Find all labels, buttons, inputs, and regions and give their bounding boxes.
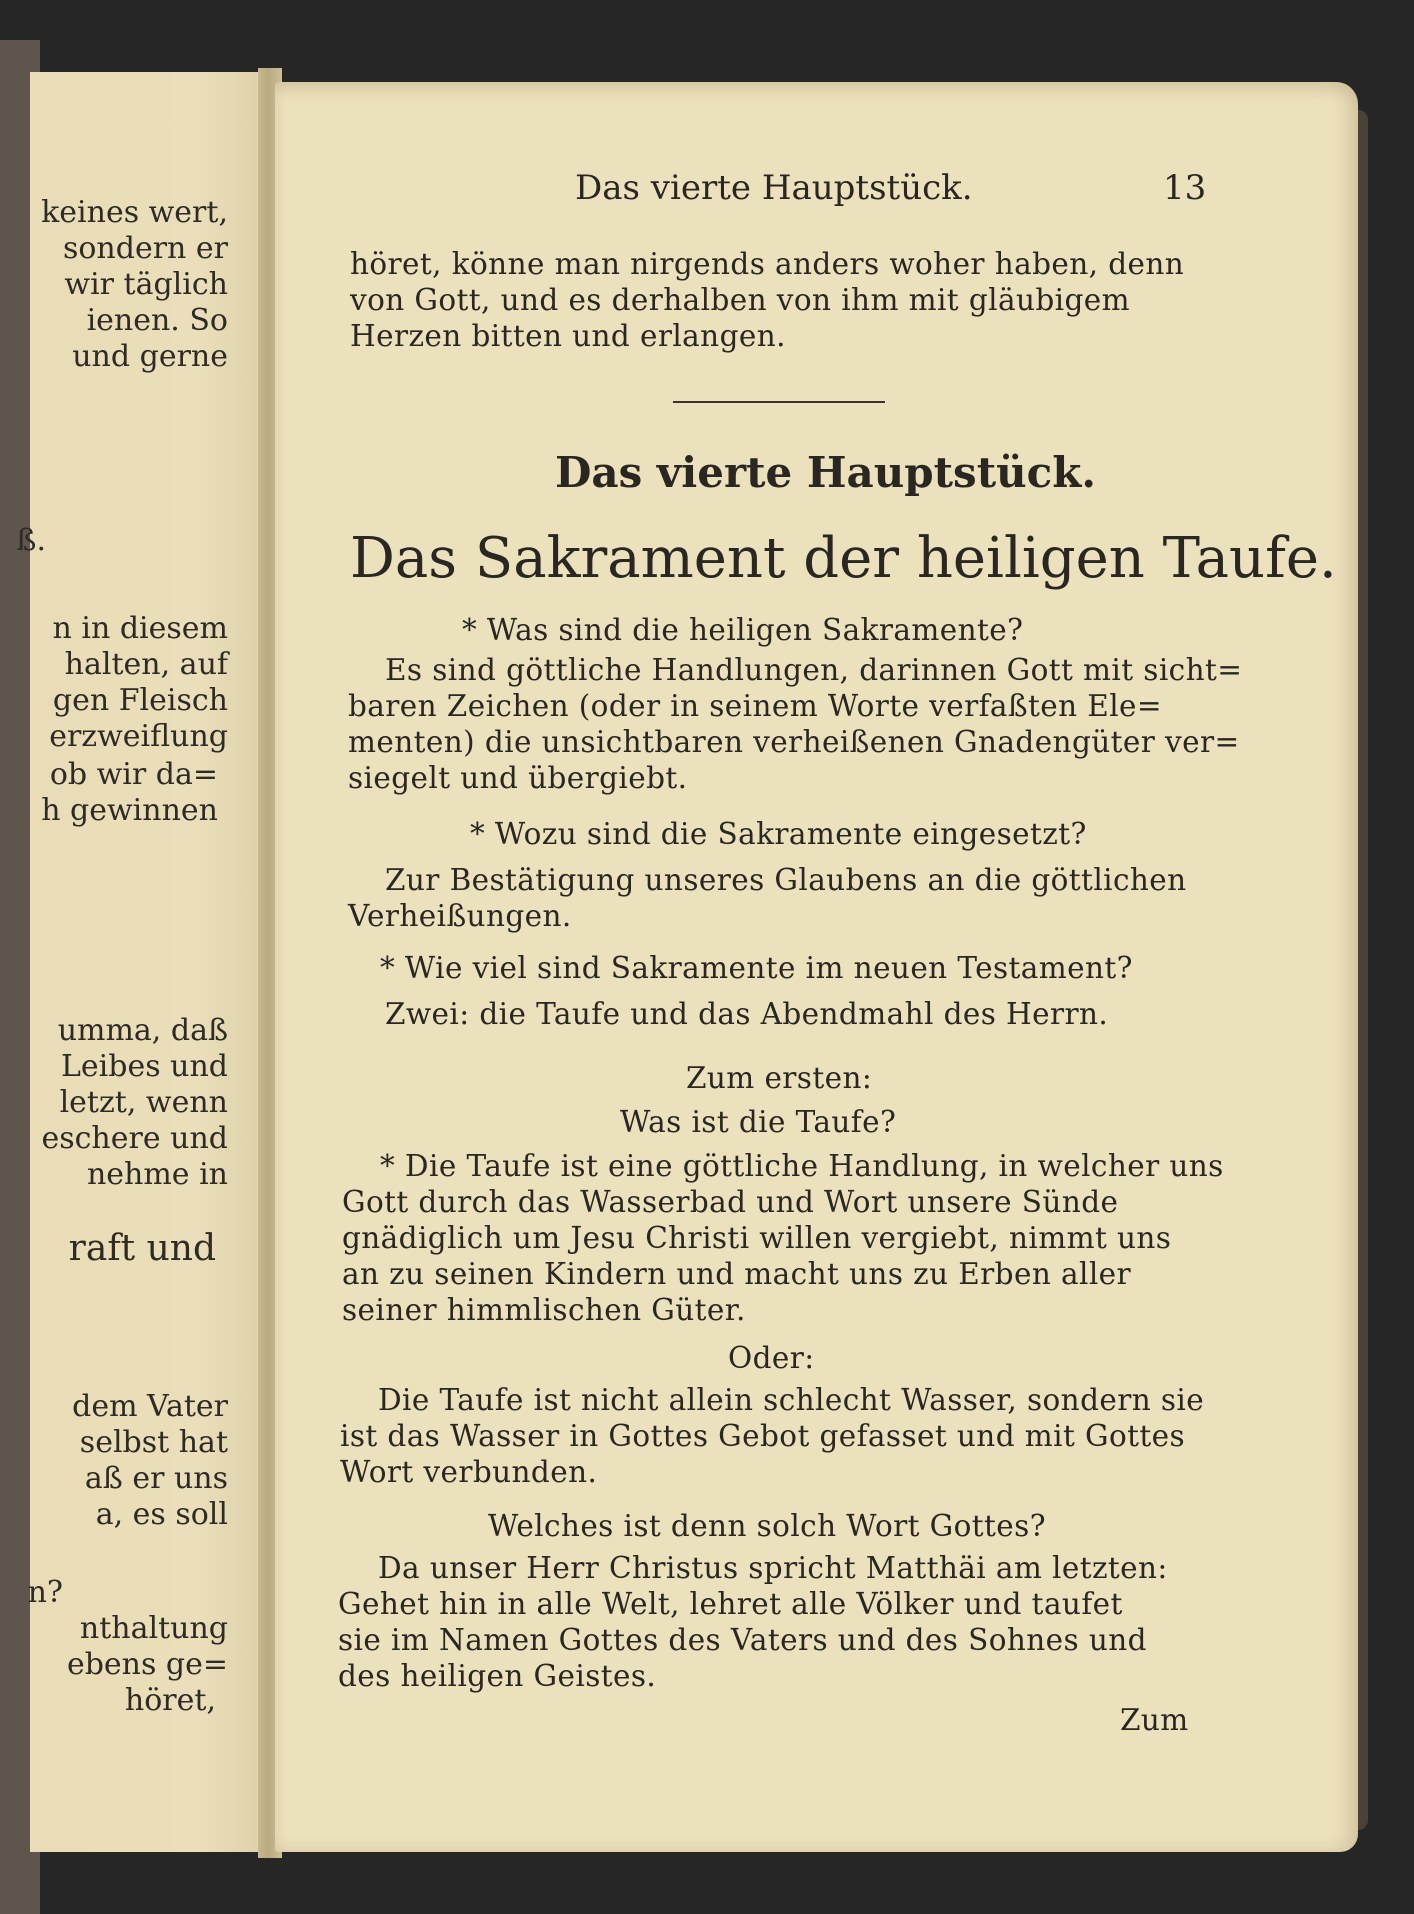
question: Welches ist denn solch Wort Gottes? <box>488 1509 1046 1543</box>
left-page-line: ß. <box>16 523 46 558</box>
running-head: Das vierte Hauptstück. <box>575 168 973 208</box>
left-page-line: ienen. So <box>86 303 228 338</box>
previous-page <box>16 72 268 1852</box>
left-page-line: gen Fleisch <box>52 683 228 718</box>
left-page-line: ob wir da= <box>49 757 218 792</box>
left-page-line: Leibes und <box>60 1049 228 1084</box>
left-page-line: umma, daß <box>57 1013 228 1048</box>
text-line: gnädiglich um Jesu Christi willen vergiebt, nimmt uns <box>342 1221 1172 1255</box>
question: * Was sind die heiligen Sakramente? <box>462 613 1024 647</box>
left-page-line: und gerne <box>72 339 228 374</box>
catchword: Zum <box>1120 1703 1189 1737</box>
left-page-line: nthaltung <box>79 1611 228 1646</box>
text-line: Zwei: die Taufe und das Abendmahl des Herrn. <box>385 997 1109 1031</box>
subheading: Oder: <box>728 1341 815 1375</box>
subheading: Zum ersten: <box>686 1061 873 1095</box>
text-line: an zu seinen Kindern und macht uns zu Erben aller <box>342 1257 1132 1291</box>
left-page-line: n in diesem <box>52 611 228 646</box>
left-page-line: nehme in <box>86 1157 228 1192</box>
text-line: des heiligen Geistes. <box>338 1659 657 1693</box>
text-line: Da unser Herr Christus spricht Matthäi am letzten: <box>378 1551 1168 1585</box>
text-line: von Gott, und es derhalben von ihm mit gläubigem <box>350 283 1130 317</box>
question: Was ist die Taufe? <box>620 1105 897 1139</box>
text-line: seiner himmlischen Güter. <box>342 1293 746 1327</box>
left-page-line: keines wert, <box>41 195 228 230</box>
text-line: menten) die unsichtbaren verheißenen Gnadengüter ver= <box>348 725 1240 759</box>
text-line: * Die Taufe ist eine göttliche Handlung, in welcher uns <box>380 1149 1224 1183</box>
text-line: baren Zeichen (oder in seinem Worte verfaßten Ele= <box>348 689 1163 723</box>
left-page-line: a, es soll <box>95 1497 228 1532</box>
left-page-line: ebens ge= <box>66 1647 228 1682</box>
left-page-line: eschere und <box>41 1121 228 1156</box>
question: * Wie viel sind Sakramente im neuen Testament? <box>380 951 1133 985</box>
text-line: Gehet hin in alle Welt, lehret alle Völker und taufet <box>338 1587 1123 1621</box>
text-line: Herzen bitten und erlangen. <box>350 319 786 353</box>
question: * Wozu sind die Sakramente eingesetzt? <box>470 817 1087 851</box>
text-line: siegelt und übergiebt. <box>348 761 688 795</box>
text-line: Die Taufe ist nicht allein schlecht Wasser, sondern sie <box>378 1383 1205 1417</box>
left-page-line: halten, auf <box>64 647 228 682</box>
left-page-line: raft und <box>68 1228 216 1269</box>
left-page-line: letzt, wenn <box>59 1085 228 1120</box>
left-page-line: h gewinnen <box>41 793 218 828</box>
left-page-line: erzweiflung <box>49 719 228 754</box>
text-line: Wort verbunden. <box>340 1455 598 1489</box>
section-heading: Das vierte Hauptstück. <box>555 448 1096 497</box>
text-line: höret, könne man nirgends anders woher haben, denn <box>350 247 1185 281</box>
text-line: Es sind göttliche Handlungen, darinnen Gott mit sicht= <box>385 653 1243 687</box>
page-number: 13 <box>1163 168 1207 208</box>
left-page-line: n? <box>27 1575 63 1610</box>
text-line: Verheißungen. <box>348 899 572 933</box>
left-page-line: wir täglich <box>64 267 228 302</box>
left-page-line: selbst hat <box>79 1425 228 1460</box>
left-page-line: höret, <box>124 1683 216 1718</box>
text-line: Gott durch das Wasserbad und Wort unsere Sünde <box>342 1185 1119 1219</box>
left-page-line: dem Vater <box>72 1389 228 1424</box>
text-line: sie im Namen Gottes des Vaters und des Sohnes und <box>338 1623 1147 1657</box>
text-line: Zur Bestätigung unseres Glaubens an die göttlichen <box>385 863 1187 897</box>
chapter-title: Das Sakrament der heiligen Taufe. <box>350 526 1337 591</box>
text-line: ist das Wasser in Gottes Gebot gefasset und mit Gottes <box>340 1419 1186 1453</box>
left-page-line: aß er uns <box>84 1461 228 1496</box>
left-page-line: sondern er <box>62 231 228 266</box>
section-divider <box>673 401 885 403</box>
